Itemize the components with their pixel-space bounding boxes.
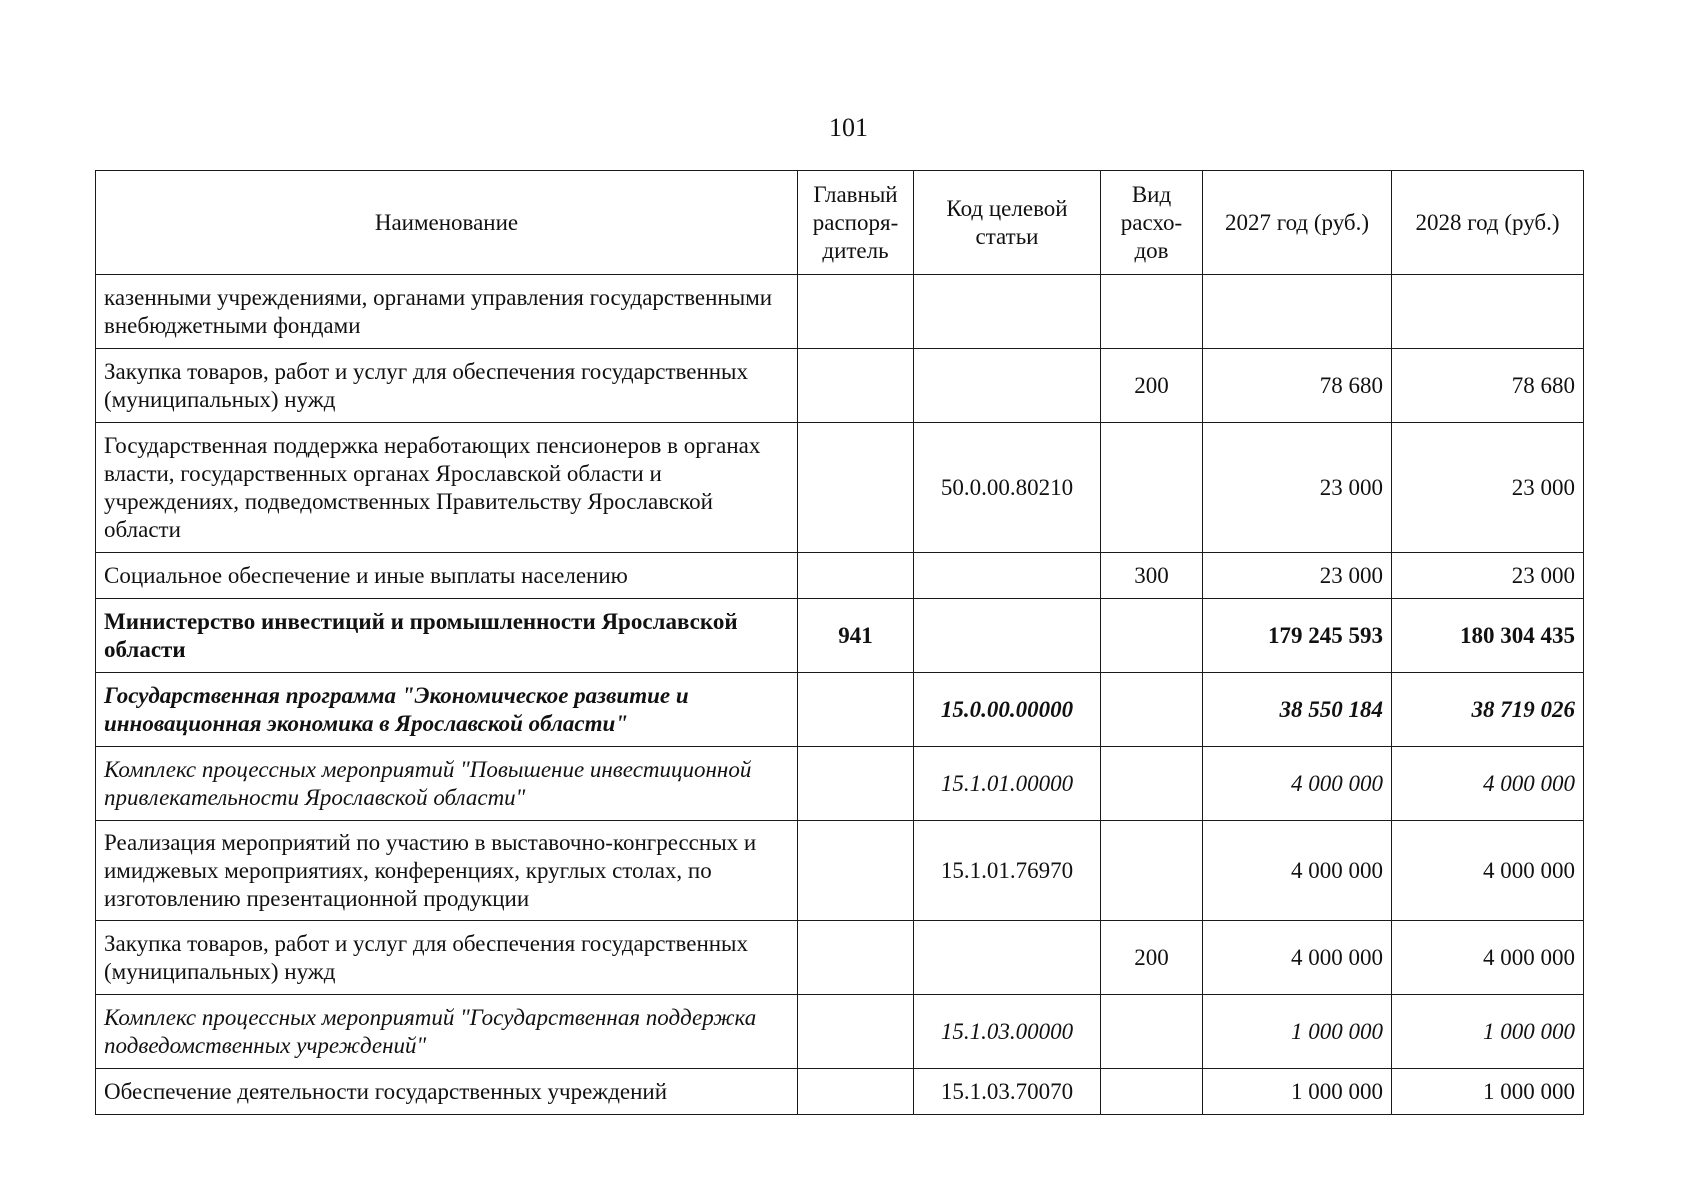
cell-expense-type	[1101, 673, 1203, 747]
cell-2027: 1 000 000	[1203, 1069, 1392, 1115]
cell-code	[914, 921, 1101, 995]
cell-2028: 1 000 000	[1392, 1069, 1584, 1115]
cell-name: Обеспечение деятельности государственных учреждений	[96, 1069, 798, 1115]
cell-code: 15.1.03.00000	[914, 995, 1101, 1069]
cell-manager	[798, 747, 914, 821]
header-code: Код целевой статьи	[914, 171, 1101, 275]
cell-expense-type: 200	[1101, 349, 1203, 423]
cell-manager	[798, 821, 914, 921]
cell-2027: 179 245 593	[1203, 599, 1392, 673]
cell-code	[914, 275, 1101, 349]
cell-2028: 23 000	[1392, 423, 1584, 553]
cell-2028: 23 000	[1392, 553, 1584, 599]
cell-2028: 4 000 000	[1392, 921, 1584, 995]
cell-name: казенными учреждениями, органами управления государственными внебюджетными фондами	[96, 275, 798, 349]
cell-2027: 4 000 000	[1203, 821, 1392, 921]
cell-2027: 23 000	[1203, 553, 1392, 599]
cell-expense-type: 300	[1101, 553, 1203, 599]
cell-2027: 23 000	[1203, 423, 1392, 553]
cell-code: 15.1.01.00000	[914, 747, 1101, 821]
cell-code: 15.1.03.70070	[914, 1069, 1101, 1115]
cell-expense-type	[1101, 423, 1203, 553]
cell-code: 15.1.01.76970	[914, 821, 1101, 921]
header-manager: Главный распоря-дитель	[798, 171, 914, 275]
cell-manager	[798, 673, 914, 747]
cell-expense-type	[1101, 275, 1203, 349]
cell-expense-type	[1101, 821, 1203, 921]
cell-manager	[798, 553, 914, 599]
header-2028: 2028 год (руб.)	[1392, 171, 1584, 275]
cell-2027: 4 000 000	[1203, 747, 1392, 821]
table-row	[96, 349, 1584, 423]
cell-name: Комплекс процессных мероприятий "Повышение инвестиционной привлекательности Ярославской области"	[96, 747, 798, 821]
cell-2027: 4 000 000	[1203, 921, 1392, 995]
cell-name: Министерство инвестиций и промышленности Ярославской области	[96, 599, 798, 673]
table-row	[96, 995, 1584, 1069]
cell-2028: 78 680	[1392, 349, 1584, 423]
cell-name: Закупка товаров, работ и услуг для обеспечения государственных (муниципальных) нужд	[96, 349, 798, 423]
table-row	[96, 921, 1584, 995]
cell-expense-type: 200	[1101, 921, 1203, 995]
cell-expense-type	[1101, 1069, 1203, 1115]
cell-manager	[798, 921, 914, 995]
table-row	[96, 747, 1584, 821]
table-row	[96, 821, 1584, 921]
table-row	[96, 275, 1584, 349]
cell-expense-type	[1101, 599, 1203, 673]
cell-name: Реализация мероприятий по участию в выставочно-конгрессных и имиджевых мероприятиях, конференциях, круглых столах, по изготовлению презентационной продукции	[96, 821, 798, 921]
cell-2028: 180 304 435	[1392, 599, 1584, 673]
cell-2027: 38 550 184	[1203, 673, 1392, 747]
table-row	[96, 423, 1584, 553]
page-number: 101	[829, 113, 868, 142]
cell-manager	[798, 423, 914, 553]
cell-code	[914, 599, 1101, 673]
cell-2028: 4 000 000	[1392, 821, 1584, 921]
cell-manager	[798, 1069, 914, 1115]
cell-code: 15.0.00.00000	[914, 673, 1101, 747]
cell-code	[914, 349, 1101, 423]
cell-code: 50.0.00.80210	[914, 423, 1101, 553]
cell-manager	[798, 995, 914, 1069]
cell-2027: 78 680	[1203, 349, 1392, 423]
table-body	[96, 275, 1584, 1115]
table-row	[96, 599, 1584, 673]
header-name: Наименование	[96, 171, 798, 275]
header-expense-type: Вид расхо-дов	[1101, 171, 1203, 275]
cell-code	[914, 553, 1101, 599]
cell-2028: 1 000 000	[1392, 995, 1584, 1069]
budget-table	[95, 170, 1584, 1115]
cell-name: Государственная поддержка неработающих пенсионеров в органах власти, государственных органах Ярославской области и учреждениях, подведомственных Правительству Ярославской области	[96, 423, 798, 553]
cell-2028: 4 000 000	[1392, 747, 1584, 821]
cell-manager: 941	[798, 599, 914, 673]
table-row	[96, 673, 1584, 747]
cell-name: Государственная программа "Экономическое развитие и инновационная экономика в Ярославской области"	[96, 673, 798, 747]
cell-manager	[798, 275, 914, 349]
cell-expense-type	[1101, 995, 1203, 1069]
cell-2027: 1 000 000	[1203, 995, 1392, 1069]
cell-name: Закупка товаров, работ и услуг для обеспечения государственных (муниципальных) нужд	[96, 921, 798, 995]
cell-name: Социальное обеспечение и иные выплаты населению	[96, 553, 798, 599]
cell-manager	[798, 349, 914, 423]
cell-2027	[1203, 275, 1392, 349]
cell-name: Комплекс процессных мероприятий "Государственная поддержка подведомственных учреждений"	[96, 995, 798, 1069]
cell-expense-type	[1101, 747, 1203, 821]
header-2027: 2027 год (руб.)	[1203, 171, 1392, 275]
table-row	[96, 1069, 1584, 1115]
cell-2028	[1392, 275, 1584, 349]
cell-2028: 38 719 026	[1392, 673, 1584, 747]
table-row	[96, 553, 1584, 599]
table-header-row	[96, 171, 1584, 275]
